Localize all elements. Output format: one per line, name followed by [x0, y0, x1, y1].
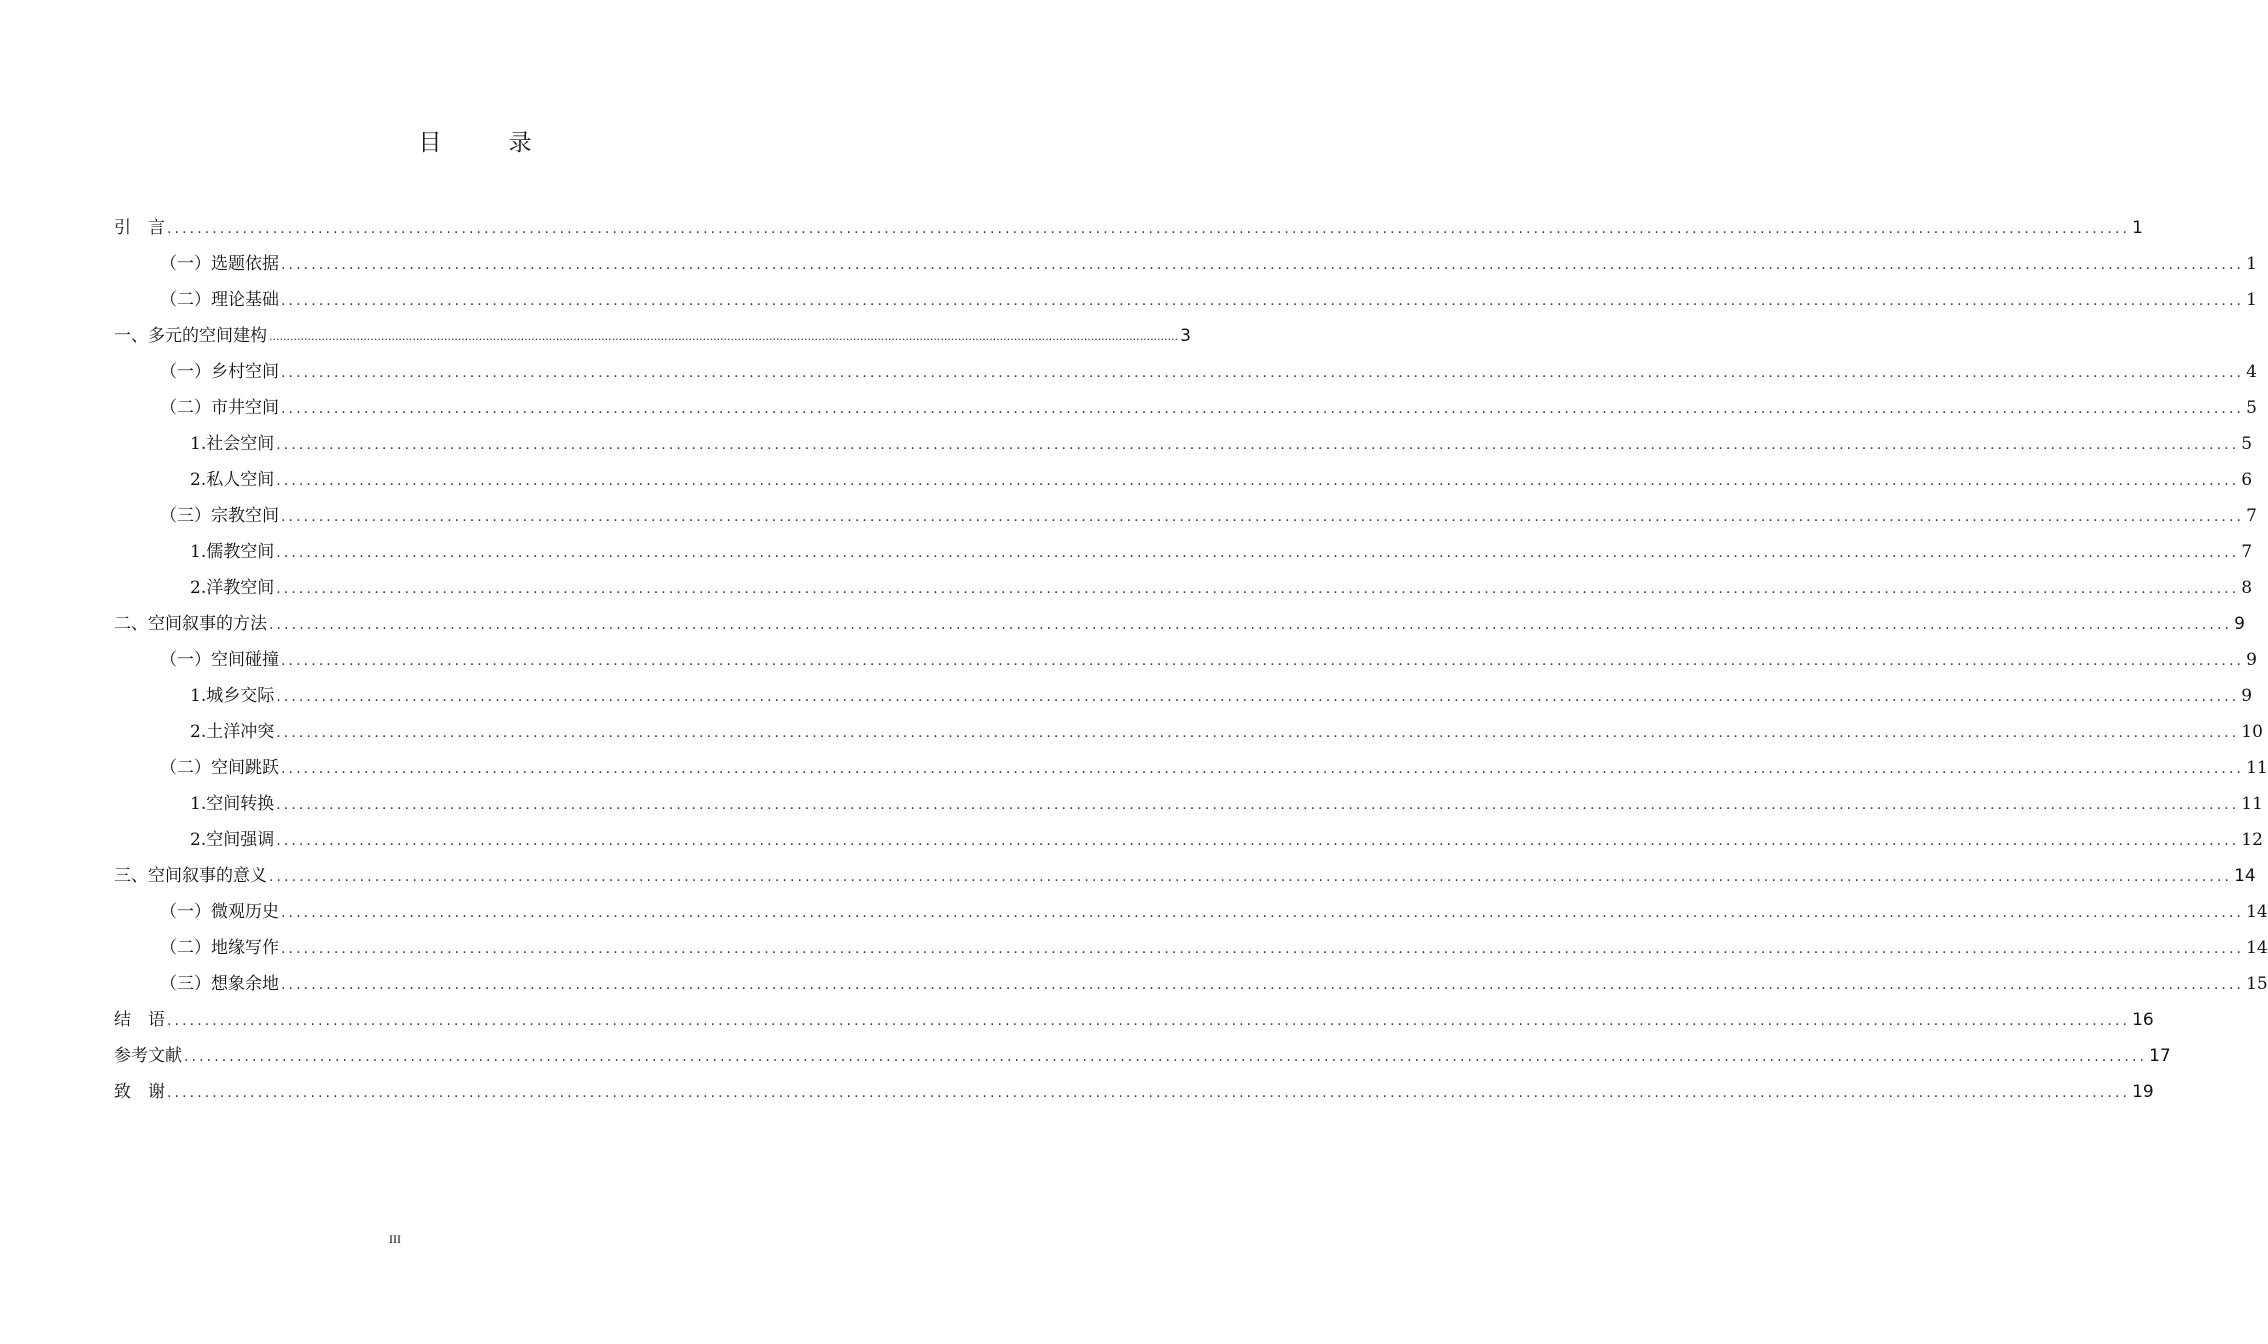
toc-entry[interactable] [114, 1038, 2171, 1074]
dot-leader: .................................................................................................................................................................................................................................................................... [276, 437, 2240, 453]
dot-leader: .................................................................................................................................................................................................................................................................... [281, 653, 2245, 669]
toc-entry-label: （一）空间碰撞 [160, 650, 279, 670]
toc-entry-page: 5 [2246, 398, 2257, 418]
toc-entry-label: 1.儒教空间 [190, 542, 275, 562]
toc-entry-page: 16 [2132, 1010, 2154, 1030]
toc-entry[interactable] [114, 642, 2257, 678]
dot-leader: .................................................................................................................................................................................................................................................................... [281, 509, 2245, 525]
toc-entry-label: （二）理论基础 [160, 290, 279, 310]
dot-leader: .................................................................................................................................................................................................................................................................... [269, 617, 2233, 633]
dot-leader: .................................................................................................................................................................................................................................................................... [167, 1013, 2131, 1029]
page-number-footer: III [389, 1232, 401, 1246]
toc-entry-page: 15 [2246, 974, 2268, 994]
toc-entry[interactable] [114, 1074, 2154, 1110]
toc-entry-label: （三）宗教空间 [160, 506, 279, 526]
toc-entry[interactable] [114, 498, 2257, 534]
toc-entry-label: 结 语 [114, 1010, 165, 1030]
toc-entry-label: 引 言 [114, 218, 165, 238]
toc-entry-page: 5 [2241, 434, 2253, 454]
toc-entry-label: 致 谢 [114, 1082, 165, 1102]
toc-entry-page: 7 [2246, 506, 2257, 526]
toc-entry[interactable] [114, 966, 2268, 1002]
dot-leader: .................................................................................................................................................................................................................................................................... [276, 689, 2240, 705]
dot-leader: .................................................................................................................................................................................................................................................................... [281, 293, 2245, 309]
toc-entry-page: 7 [2241, 542, 2253, 562]
toc-entry[interactable] [114, 246, 2257, 282]
toc-entry[interactable] [114, 534, 2253, 570]
toc-entry-page: 14 [2234, 866, 2256, 886]
toc-entry[interactable] [114, 678, 2253, 714]
toc-entry-label: 三、空间叙事的意义 [114, 866, 267, 886]
toc-entry-page: 10 [2241, 722, 2263, 742]
toc-entry[interactable] [114, 750, 2268, 786]
toc-entry-label: （二）地缘写作 [160, 938, 279, 958]
toc-entry-label: （二）空间跳跃 [160, 758, 279, 778]
toc-entry-label: （一）微观历史 [160, 902, 279, 922]
toc-entry[interactable] [114, 858, 2256, 894]
dot-leader: .................................................................................................................................................................................................................................................................... [276, 473, 2240, 489]
dot-leader: .................................................................................................................................................................................................................................................................... [281, 761, 2245, 777]
toc-entry-label: 2.土洋冲突 [190, 722, 275, 742]
toc-entry-label: （二）市井空间 [160, 398, 279, 418]
toc-entry-page: 9 [2246, 650, 2257, 670]
toc-title: 目 录 [418, 130, 554, 156]
dot-leader: .................................................................................................................................................................................................................................................................... [276, 725, 2240, 741]
toc-entry[interactable] [114, 714, 2263, 750]
toc-entry[interactable] [114, 354, 2257, 390]
toc-entry[interactable] [114, 894, 2268, 930]
toc-entry-page: 6 [2241, 470, 2253, 490]
dot-leader: .................................................................................................................................................................................................................................................................... [281, 905, 2245, 921]
toc-entry[interactable] [114, 282, 2257, 318]
toc-entry-label: 二、空间叙事的方法 [114, 614, 267, 634]
toc-entry[interactable] [114, 606, 2245, 642]
toc-entry-page: 11 [2246, 758, 2268, 778]
toc-entry-page: 19 [2132, 1082, 2154, 1102]
toc-entry-label: 一、多元的空间建构 [114, 326, 267, 346]
dot-leader: .................................................................................................................................................................................................................................................................... [269, 330, 1179, 343]
toc-entry[interactable] [114, 426, 2253, 462]
toc-entry-page: 1 [2246, 290, 2257, 310]
toc-entry[interactable] [114, 462, 2253, 498]
toc-entry-page: 9 [2234, 614, 2245, 634]
toc-entry-page: 8 [2241, 578, 2253, 598]
dot-leader: .................................................................................................................................................................................................................................................................... [276, 833, 2240, 849]
toc-entry[interactable] [114, 570, 2253, 606]
toc-entry-page: 12 [2241, 830, 2263, 850]
toc-entry[interactable] [114, 930, 2268, 966]
toc-entry-label: （一）乡村空间 [160, 362, 279, 382]
toc-entry-label: 2.空间强调 [190, 830, 275, 850]
dot-leader: .................................................................................................................................................................................................................................................................... [281, 941, 2245, 957]
toc-entry-label: 2.私人空间 [190, 470, 275, 490]
toc-entry-page: 4 [2246, 362, 2257, 382]
toc-entry-label: 1.空间转换 [190, 794, 275, 814]
dot-leader: .................................................................................................................................................................................................................................................................... [281, 257, 2245, 273]
dot-leader: .................................................................................................................................................................................................................................................................... [184, 1049, 2148, 1065]
dot-leader: .................................................................................................................................................................................................................................................................... [281, 365, 2245, 381]
toc-entry-page: 1 [2246, 254, 2257, 274]
toc-entry-page: 11 [2241, 794, 2263, 814]
toc-entry[interactable] [114, 390, 2257, 426]
toc-entry[interactable] [114, 822, 2263, 858]
toc-entry-page: 9 [2241, 686, 2253, 706]
toc-entry-label: 1.社会空间 [190, 434, 275, 454]
toc-entry-label: 参考文献 [114, 1046, 182, 1066]
toc-entry-page: 17 [2149, 1046, 2171, 1066]
dot-leader: .................................................................................................................................................................................................................................................................... [281, 977, 2245, 993]
toc-entry[interactable] [114, 210, 2143, 246]
toc-entry-page: 14 [2246, 902, 2268, 922]
toc-entry-label: （三）想象余地 [160, 974, 279, 994]
dot-leader: .................................................................................................................................................................................................................................................................... [276, 797, 2240, 813]
toc-entry-page: 14 [2246, 938, 2268, 958]
toc-entry[interactable] [114, 1002, 2154, 1038]
toc-entry-label: 1.城乡交际 [190, 686, 275, 706]
dot-leader: .................................................................................................................................................................................................................................................................... [276, 581, 2240, 597]
toc-entry[interactable] [114, 786, 2263, 822]
dot-leader: .................................................................................................................................................................................................................................................................... [276, 545, 2240, 561]
dot-leader: .................................................................................................................................................................................................................................................................... [167, 221, 2131, 237]
toc-entry-page: 1 [2132, 218, 2143, 238]
toc-entry-page: 3 [1180, 326, 1191, 346]
toc-entry-label: 2.洋教空间 [190, 578, 275, 598]
dot-leader: .................................................................................................................................................................................................................................................................... [167, 1085, 2131, 1101]
toc-entry[interactable] [114, 318, 1191, 354]
dot-leader: .................................................................................................................................................................................................................................................................... [281, 401, 2245, 417]
dot-leader: .................................................................................................................................................................................................................................................................... [269, 869, 2233, 885]
toc-entry-label: （一）选题依据 [160, 254, 279, 274]
table-of-contents [114, 210, 2268, 1110]
